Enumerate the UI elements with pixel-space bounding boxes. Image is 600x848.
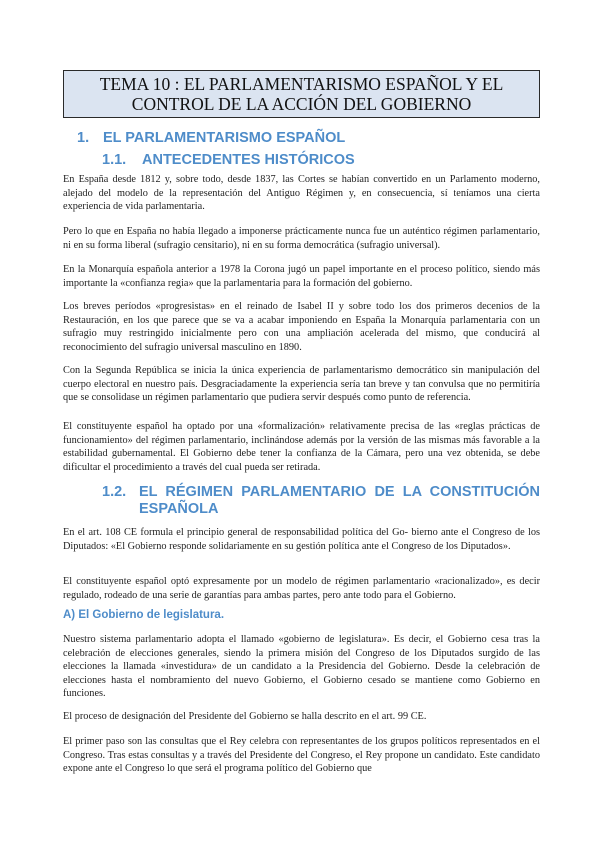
paragraph: En el art. 108 CE formula el principio general de responsabilidad política del Go- bierno ante el Congreso de los Diputados: «El Gobierno responde solidariamente en su gestión política ante el Congreso de los Diputados». (63, 527, 540, 552)
paragraph: En España desde 1812 y, sobre todo, desde 1837, las Cortes se habían convertido en un Parlamento moderno, alejado del modelo de la representación del Antiguo Régimen y, en consecuencia, sí teníamos una cierta experiencia de vida parlamentaria. (63, 174, 540, 212)
topic-title-box (63, 70, 540, 118)
section-number: 1.2. (102, 484, 127, 500)
paragraph: Pero lo que en España no había llegado a imponerse prácticamente nunca fue un auténtico régimen parlamentario, ni en su forma liberal (sufragio censitario), ni en su forma democrática (sufragio universal). (63, 226, 540, 251)
section-number: 1.1. (102, 152, 127, 168)
paragraph: El primer paso son las consultas que el Rey celebra con representantes de los grupos políticos representados en el Congreso. Tras estas consultas y a través del Presidente del Congreso, el Rey propone un candidato. Este candidato expone ante el Congreso lo que será el programa político del Gobierno que (63, 736, 540, 774)
paragraph: El proceso de designación del Presidente del Gobierno se halla descrito en el art. 99 CE. (63, 711, 427, 722)
paragraph: El constituyente español optó expresamente por un modelo de régimen parlamentario «racionalizado», es decir regulado, rodeado de una serie de garantías para ambas partes, pero ante todo para el Gobierno. (63, 576, 540, 601)
section-label: ANTECEDENTES HISTÓRICOS (142, 152, 355, 168)
paragraph: Con la Segunda República se inicia la única experiencia de parlamentarismo democrático sin manipulación del cuerpo electoral en nuestro país. Desgraciadamente la experiencia sería tan breve y tan convulsa que no permitiría que se consolidase un régimen parlamentario que pudiera servir después como punto de referencia. (63, 365, 540, 403)
topic-title: TEMA 10 : EL PARLAMENTARISMO ESPAÑOL Y EL CONTROL DE LA ACCIÓN DEL GOBIERNO (99, 74, 504, 114)
section-label: EL PARLAMENTARISMO ESPAÑOL (103, 130, 346, 146)
section-heading-1-1 (102, 152, 355, 168)
section-heading-1 (77, 130, 345, 146)
subsection-heading-a: A) El Gobierno de legislatura. (63, 609, 225, 621)
paragraph: Nuestro sistema parlamentario adopta el llamado «gobierno de legislatura». Es decir, el Gobierno cesa tras la celebración de elecciones generales, siendo la primera misión del Congreso de los Diputados surgido de las elecciones la llamada «investidura» de un candidato a la Presidencia del Gobierno. Desde la celebración de elecciones hasta el nombramiento del nuevo Gobierno, el Gobierno cesado se mantiene como Gobierno en funciones. (63, 634, 540, 699)
paragraph: El constituyente español ha optado por una «formalización» relativamente precisa de las «reglas prácticas de funcionamiento» del régimen parlamentario, inclinándose además por la versión de las mismas más favorable a la estabilidad gubernamental. El Gobierno debe tener la confianza de la Cámara, pero una vez obtenida, se debe dificultar el procedimiento a través del cual pueda ser retirada. (63, 421, 540, 473)
paragraph: Los breves períodos «progresistas» en el reinado de Isabel II y sobre todo los dos primeros decenios de la Restauración, en los que parece que se va a acabar imponiendo en España la Monarquía parlamentaria con un sufragio muy restringido inicialmente pero con una ampliación acelerada del mismo, que conducirá al reconocimiento del sufragio universal masculino en 1890. (63, 301, 540, 353)
section-heading-1-2 (102, 484, 540, 518)
section-number: 1. (77, 130, 90, 146)
paragraph: En la Monarquía española anterior a 1978 la Corona jugó un papel importante en el proceso político, siendo más importante la «confianza regia» que la parlamentaria para la formación del gobierno. (63, 264, 540, 289)
section-label: EL RÉGIMEN PARLAMENTARIO DE LA CONSTITUCIÓN ESPAÑOLA (139, 484, 540, 517)
